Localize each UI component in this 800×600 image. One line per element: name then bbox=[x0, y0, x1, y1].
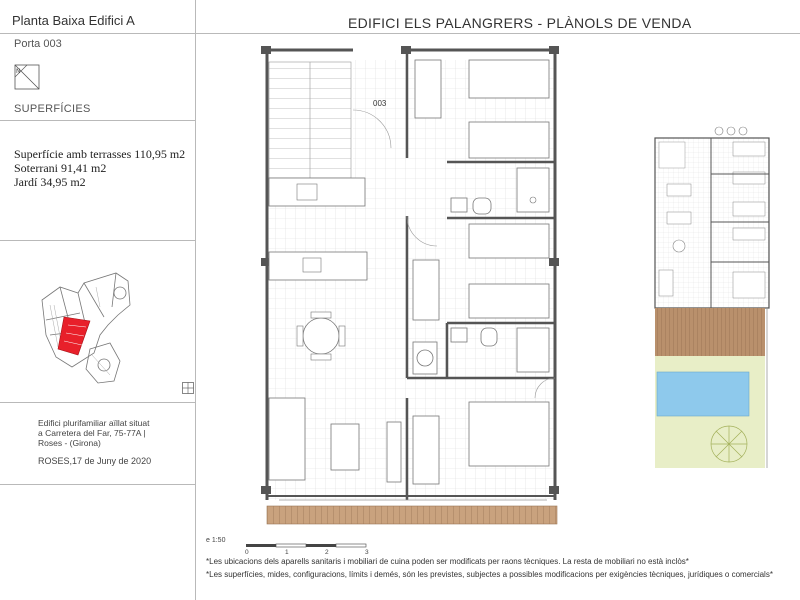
frame-line-divider bbox=[195, 0, 196, 600]
note-surfaces: *Les superfícies, mides, configuracions, límits i demés, són les previstes, subjectes a possibles modificacions per exigències tècniques, jurídiques o comercials* bbox=[206, 570, 773, 579]
address-line-2: a Carretera del Far, 75-77A | bbox=[38, 428, 146, 438]
location-key-plan bbox=[20, 265, 140, 390]
north-arrow-icon bbox=[14, 64, 40, 90]
address-line-1: Edifici plurifamiliar aïllat situat bbox=[38, 418, 150, 428]
surface-total: Superfície amb terrasses 110,95 m2 bbox=[14, 147, 186, 161]
note-sanitary: *Les ubicacions dels aparells sanitaris i mobiliari de cuina poden ser modificats per raons tècniques. La resta de mobiliari no està inclòs* bbox=[206, 557, 689, 566]
scale-label: e 1:50 bbox=[206, 537, 226, 544]
frame-line-left-3 bbox=[0, 402, 195, 403]
scale-bar bbox=[246, 543, 370, 549]
small-section-icon bbox=[182, 382, 194, 394]
address-line-3: Roses - (Girona) bbox=[38, 438, 101, 448]
scale-tick-3: 3 bbox=[365, 549, 369, 556]
frame-line-top bbox=[0, 33, 800, 34]
frame-line-left-2 bbox=[0, 240, 195, 241]
scale-tick-0: 0 bbox=[245, 549, 249, 556]
building-title: Planta Baixa Edifici A bbox=[12, 13, 135, 28]
surface-basement: Soterrani 91,41 m2 bbox=[14, 161, 107, 175]
svg-text:N: N bbox=[16, 68, 21, 75]
plan-unit-label: 003 bbox=[373, 99, 387, 108]
door-label: Porta 003 bbox=[14, 38, 62, 50]
sheet-title: EDIFICI ELS PALANGRERS - PLÀNOLS DE VENDA bbox=[348, 15, 692, 31]
scale-tick-2: 2 bbox=[325, 549, 329, 556]
frame-line-left-1 bbox=[0, 120, 195, 121]
surfaces-title: SUPERFÍCIES bbox=[14, 103, 91, 115]
surface-garden: Jardí 34,95 m2 bbox=[14, 175, 86, 189]
date-line: ROSES,17 de Juny de 2020 bbox=[38, 456, 152, 466]
floor-plan bbox=[255, 38, 570, 528]
site-plan bbox=[653, 122, 773, 472]
scale-tick-1: 1 bbox=[285, 549, 289, 556]
frame-line-left-4 bbox=[0, 484, 195, 485]
